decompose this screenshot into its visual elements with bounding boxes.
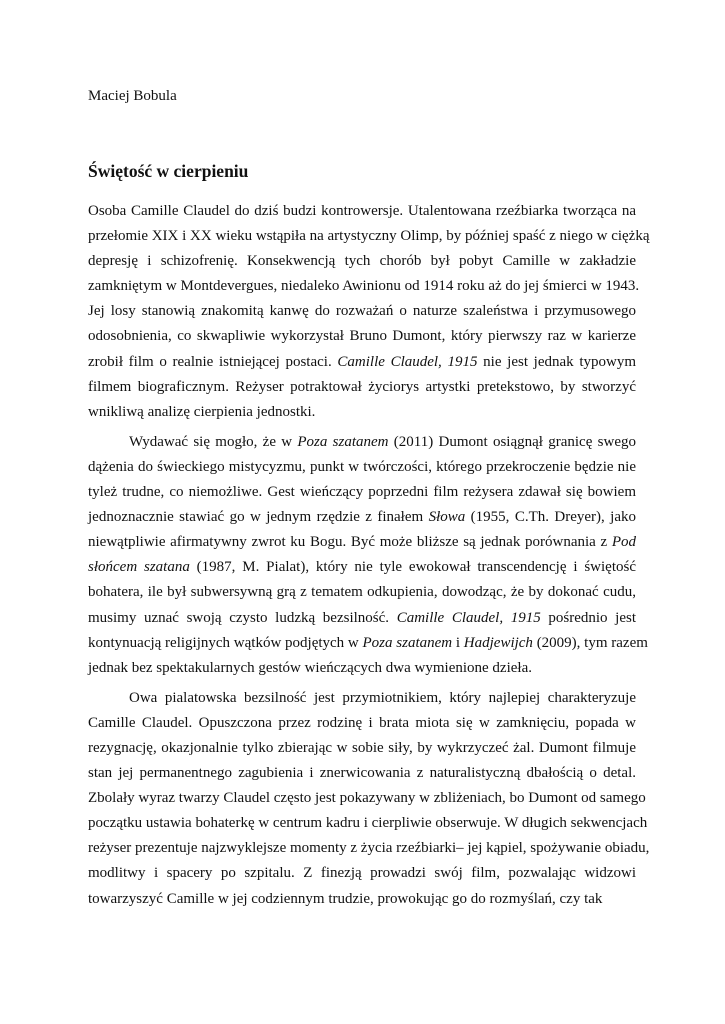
text-line	[88, 887, 636, 912]
text-run: kontynuacją religijnych wątków podjętych w	[88, 634, 363, 651]
text-line	[88, 324, 636, 349]
text-run: zamkniętym w Montdevergues, niedaleko Awinionu od 1914 roku aż do jej śmierci w 1943.	[88, 278, 640, 295]
text-run: (1955, C.Th. Dreyer), jako	[465, 509, 636, 526]
text-run: bohatera, ile był subwersywną grą z tematem odkupienia, dowodząc, że by dokonać cudu,	[88, 584, 636, 601]
article-title: Świętość w cierpieniu	[88, 161, 249, 181]
text-run: reżyser prezentuje najzwyklejsze momenty z życia rzeźbiarki– jej kąpiel, spożywanie obiadu,	[88, 840, 650, 857]
text-run: wnikliwą analizę cierpienia jednostki.	[88, 403, 316, 420]
text-line	[88, 761, 636, 786]
text-line	[88, 631, 648, 656]
text-line	[88, 656, 636, 681]
text-run: Zbolały wyraz twarzy Claudel często jest pokazywany w zbliżeniach, bo Dumont od samego	[88, 790, 646, 807]
italic-title: słońcem szatana	[88, 559, 190, 576]
paragraph	[88, 686, 650, 912]
text-line	[88, 375, 636, 400]
text-line	[88, 606, 636, 631]
text-line	[88, 505, 636, 530]
text-run: nie jest jednak typowym	[477, 353, 637, 370]
text-run: odosobnienia, co skwapliwie wykorzystał Bruno Dumont, który pierwszy raz w karierze	[88, 328, 636, 345]
text-run: jednak bez spektakularnych gestów wieńczących dwa wymienione dzieła.	[88, 659, 532, 676]
text-run: (2011) Dumont osiągnął granicę swego	[388, 433, 636, 450]
text-run: pośrednio jest	[540, 609, 636, 626]
text-run: depresję i schizofrenię. Konsekwencją tych chorób był pobyt Camille w zakładzie	[88, 253, 636, 270]
text-run: Wydawać się mogło, że w	[129, 433, 298, 450]
italic-title: Poza szatanem	[362, 634, 453, 651]
italic-title: Hadjewijch	[463, 634, 533, 651]
paragraph	[88, 199, 650, 425]
text-run: stan jej permanentnego zagubienia i znerwicowania z naturalistyczną dbałością o detal.	[88, 765, 636, 782]
text-line	[88, 400, 636, 425]
text-line	[88, 350, 636, 375]
italic-title: Słowa	[428, 509, 466, 526]
text-run: towarzyszyć Camille w jej codziennym trudzie, prowokując go do rozmyślań, czy tak	[88, 890, 603, 907]
text-line	[88, 430, 636, 455]
italic-title: Pod	[611, 534, 636, 551]
italic-title: Poza szatanem	[297, 433, 389, 450]
article-body	[88, 199, 650, 917]
italic-title: Camille Claudel, 1915	[396, 609, 541, 626]
text-line	[88, 836, 650, 861]
text-run: początku ustawia bohaterkę w centrum kadru i cierpliwie obserwuje. W długich sekwencjach	[88, 815, 648, 832]
text-line	[88, 530, 636, 555]
text-run: Jej losy stanowią znakomitą kanwę do rozważań o naturze szaleństwa i przymusowego	[88, 303, 636, 320]
text-line	[88, 224, 650, 249]
italic-title: Camille Claudel, 1915	[337, 353, 478, 370]
paragraph	[88, 430, 648, 681]
text-line	[88, 736, 636, 761]
text-run: Camille Claudel. Opuszczona przez rodzinę i brata miota się w zamknięciu, popada w	[88, 714, 636, 731]
text-line	[88, 249, 636, 274]
text-run: modlitwy i spacery po szpitalu. Z finezją prowadzi swój film, pozwalając widzowi	[88, 865, 636, 882]
text-run: musimy uznać swoją czysto ludzką bezsilność.	[88, 609, 397, 626]
text-line	[88, 455, 636, 480]
text-run: rezygnację, okazjonalnie tylko zbierając w sobie siły, by wykrzyczeć żal. Dumont filmuje	[88, 739, 636, 756]
text-line	[88, 480, 636, 505]
text-run: tyleż trudne, co niemożliwe. Gest wieńczący poprzedni film reżysera zdawał się bowiem	[88, 484, 636, 501]
text-run: Osoba Camille Claudel do dziś budzi kontrowersje. Utalentowana rzeźbiarka tworząca na	[88, 203, 636, 219]
text-line	[88, 274, 640, 299]
text-line	[88, 861, 636, 886]
text-line	[88, 199, 636, 224]
text-run: Owa pialatowska bezsilność jest przymiotnikiem, który najlepiej charakteryzuje	[129, 689, 636, 706]
text-line	[88, 811, 648, 836]
text-run: zrobił film o realnie istniejącej postaci.	[88, 353, 338, 370]
text-run: (2009), tym razem	[532, 634, 648, 651]
text-line	[88, 555, 636, 580]
text-run: i	[452, 634, 464, 651]
text-run: przełomie XIX i XX wieku wstąpiła na artystyczny Olimp, by później spaść z niego w ciężką	[88, 228, 650, 245]
text-line	[88, 299, 636, 324]
text-line	[88, 580, 636, 605]
text-run: (1987, M. Pialat), który nie tyle ewokował transcendencję i świętość	[189, 559, 637, 576]
author-name: Maciej Bobula	[88, 88, 177, 104]
text-run: filmem biograficznym. Reżyser potraktował życiorys artystki pretekstowo, by stworzyć	[88, 378, 636, 395]
text-run: niewątpliwie afirmatywny zwrot ku Bogu. Być może bliższe są jednak porównania z	[88, 534, 612, 551]
text-run: dążenia do świeckiego mistycyzmu, punkt w twórczości, którego przekroczenie będzie nie	[88, 458, 636, 475]
text-line	[88, 711, 636, 736]
text-line	[88, 786, 646, 811]
text-line	[88, 686, 636, 711]
text-run: jednoznacznie stawiać go w jednym rzędzie z finałem	[88, 509, 429, 526]
